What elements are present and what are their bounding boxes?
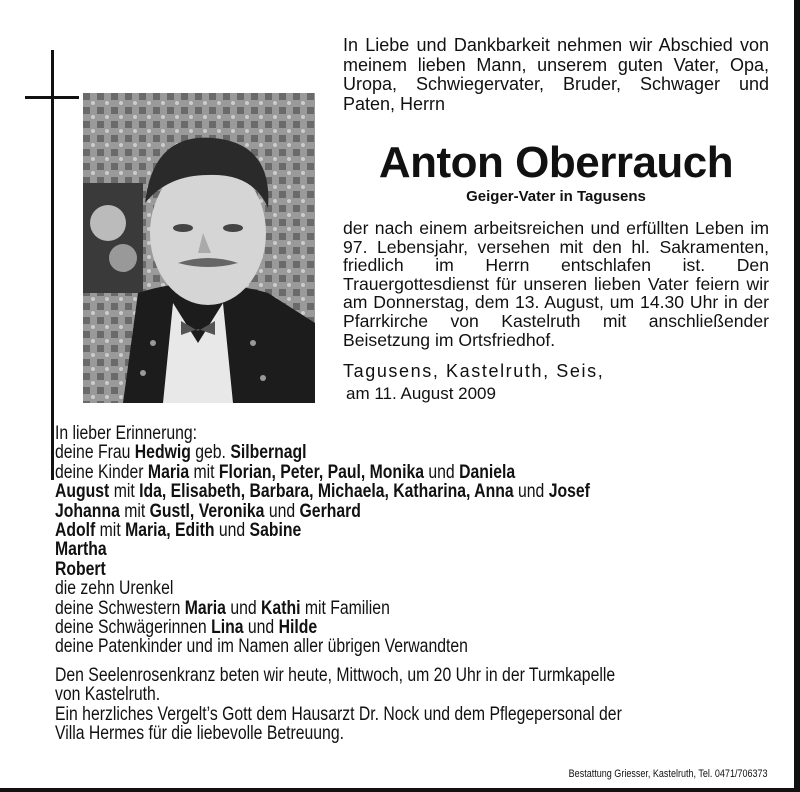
family-text: deine Schwestern — [55, 597, 185, 619]
family-name-bold: Maria, Edith — [125, 520, 215, 542]
family-line — [55, 618, 800, 637]
cross-vertical — [51, 50, 54, 480]
family-text: deine Schwägerinnen — [55, 617, 212, 639]
deceased-name: Anton Oberrauch — [378, 138, 734, 187]
family-text: deine Patenkinder und im Namen aller übrigen Verwandten — [55, 636, 468, 658]
portrait-image — [83, 93, 315, 403]
family-line — [55, 482, 800, 501]
rosary-note-line: Den Seelenrosenkranz beten wir heute, Mittwoch, um 20 Uhr in der Turmkapelle — [55, 665, 616, 686]
portrait-photo — [83, 93, 315, 403]
family-line — [55, 521, 800, 540]
family-text: und — [225, 597, 262, 619]
family-heading: In lieber Erinnerung: — [55, 423, 198, 444]
family-text: mit — [189, 461, 219, 483]
family-text: mit Familien — [300, 597, 390, 619]
thanks-note-line: Villa Hermes für die liebevolle Betreuung. — [55, 723, 344, 745]
family-name-bold: Florian, Peter, Paul, Monika — [218, 461, 424, 483]
family-name-bold: Robert — [55, 558, 106, 580]
family-name-bold: Martha — [55, 539, 107, 561]
family-name-bold: Daniela — [459, 461, 516, 483]
place-line: Tagusens, Kastelruth, Seis, — [343, 361, 605, 381]
funeral-details: der nach einem arbeitsreichen und erfüllten Leben im 97. Lebensjahr, versehen mit den hl. Sakramenten, friedlich im Herrn entschlafen ist. Den Trauergottesdienst für unseren lieben Vater feiern wir am Donnerstag, dem 13. August, um 14.30 Uhr in der Pfarrkirche von Kastelruth mit anschließender Beisetzung im Ortsfriedhof. — [343, 218, 769, 350]
family-text: und — [214, 520, 250, 542]
family-line — [55, 540, 800, 559]
family-line — [55, 637, 800, 656]
family-text: und — [423, 461, 460, 483]
family-name-bold: August — [55, 481, 110, 503]
family-text: deine Frau — [55, 442, 135, 464]
family-name-bold: Johanna — [55, 500, 120, 522]
rosary-note-line: von Kastelruth. — [55, 684, 161, 706]
family-line — [55, 502, 800, 521]
family-name-bold: Maria — [184, 597, 226, 619]
date-line: am 11. August 2009 — [346, 384, 496, 403]
family-line — [55, 443, 800, 462]
thanks-note-line: Ein herzliches Vergelt’s Gott dem Hausarzt Dr. Nock und dem Pflegepersonal der — [55, 703, 622, 725]
page-border-bottom — [0, 788, 800, 792]
intro-text: In Liebe und Dankbarkeit nehmen wir Abschied von meinem lieben Mann, unserem guten Vater, Opa, Uropa, Schwiegervater, Bruder, Schwager und Paten, Herrn — [343, 35, 769, 114]
family-name-bold: Kathi — [261, 597, 301, 619]
family-name-bold: Hilde — [278, 617, 318, 639]
family-name-bold: Gustl, Veronika — [149, 500, 265, 522]
family-text: deine Kinder — [55, 461, 148, 483]
family-line — [55, 560, 800, 579]
family-name-bold: Lina — [211, 617, 244, 639]
family-line — [55, 463, 800, 482]
family-name-bold: Adolf — [55, 520, 96, 542]
family-text: und — [243, 617, 279, 639]
family-text: die zehn Urenkel — [55, 578, 174, 600]
family-text: geb. — [190, 442, 231, 464]
family-line — [55, 579, 800, 598]
family-name-bold: Sabine — [249, 520, 302, 542]
family-text: mit — [119, 500, 150, 522]
family-name-bold: Gerhard — [299, 500, 361, 522]
cross-horizontal — [25, 96, 79, 99]
family-name-bold: Maria — [147, 461, 190, 483]
family-text: und — [264, 500, 300, 522]
family-text: und — [513, 481, 549, 503]
deceased-subtitle: Geiger-Vater in Tagusens — [466, 188, 646, 205]
family-lines — [55, 443, 800, 656]
family-name-bold: Silbernagl — [230, 442, 307, 464]
funeral-home-credit: Bestattung Griesser, Kastelruth, Tel. 0471/706373 — [569, 768, 768, 780]
family-name-bold: Josef — [548, 481, 590, 503]
family-text: mit — [95, 520, 126, 542]
closing-notes — [55, 666, 800, 744]
family-name-bold: Ida, Elisabeth, Barbara, Michaela, Katharina, Anna — [139, 481, 514, 503]
family-name-bold: Hedwig — [134, 442, 191, 464]
family-line — [55, 599, 800, 618]
family-list — [55, 424, 800, 657]
family-text: mit — [109, 481, 140, 503]
